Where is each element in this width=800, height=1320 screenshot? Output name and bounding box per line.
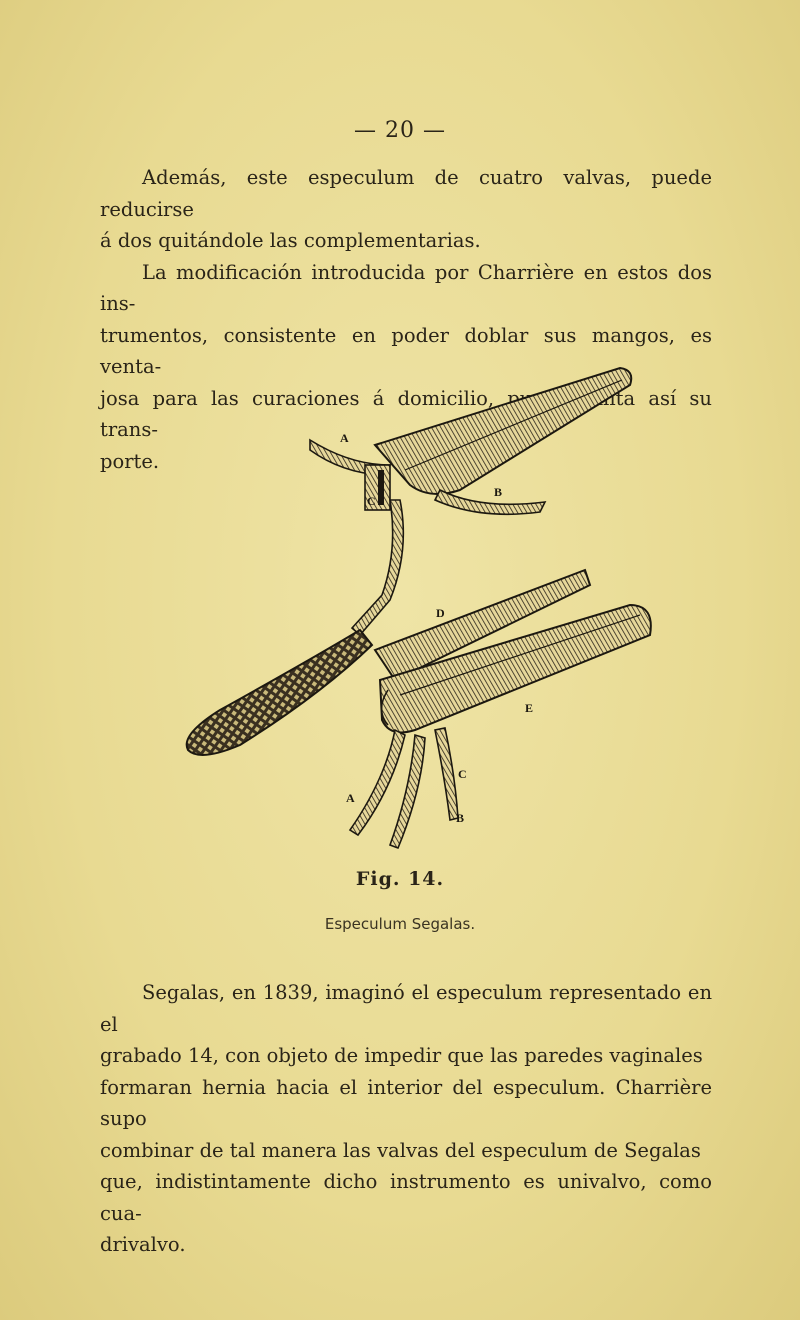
paragraph-line: porte. (100, 449, 160, 473)
label-c-bottom: C (458, 767, 467, 781)
speculum-engraving (160, 350, 680, 860)
label-b-bottom: B (456, 811, 465, 825)
page-number: — 20 — (354, 118, 446, 143)
figure-caption: Especulum Segalas. (324, 915, 476, 933)
paragraph-line: Además, este especulum de cuatro valvas, puede reducirse (100, 166, 712, 221)
label-c-top: C (367, 494, 376, 508)
paragraph-line: josa para las curaciones á domicilio, pues facilita así su trans- (100, 386, 712, 441)
label-e: E (525, 701, 534, 715)
label-a-bottom: A (346, 791, 355, 805)
label-d: D (436, 606, 445, 620)
paragraph-line: grabado 14, con objeto de impedir que las paredes vaginales (100, 1044, 703, 1067)
paragraph-line: formaran hernia hacia el interior del especulum. Charrière supo (100, 1075, 712, 1130)
figure-label: Fig. 14. (355, 868, 445, 890)
paragraph-line: trumentos, consistente en poder doblar sus mangos, es venta- (100, 323, 712, 378)
lower-speculum (346, 570, 651, 848)
label-b-top: B (494, 485, 503, 499)
paragraph-line: drivalvo. (100, 1233, 186, 1256)
paragraph-line: á dos quitándole las complementarias. (100, 229, 481, 252)
paragraph-line: La modificación introducida por Charrière en estos dos ins- (100, 260, 712, 315)
paragraph-3 (100, 977, 712, 1261)
label-a-top: A (340, 431, 349, 445)
paragraph-line: combinar de tal manera las valvas del especulum de Segalas (100, 1138, 701, 1162)
paragraph-line: que, indistintamente dicho instrumento es univalvo, como cua- (100, 1170, 712, 1225)
paragraph-line: Segalas, en 1839, imaginó el especulum representado en el (100, 981, 712, 1036)
